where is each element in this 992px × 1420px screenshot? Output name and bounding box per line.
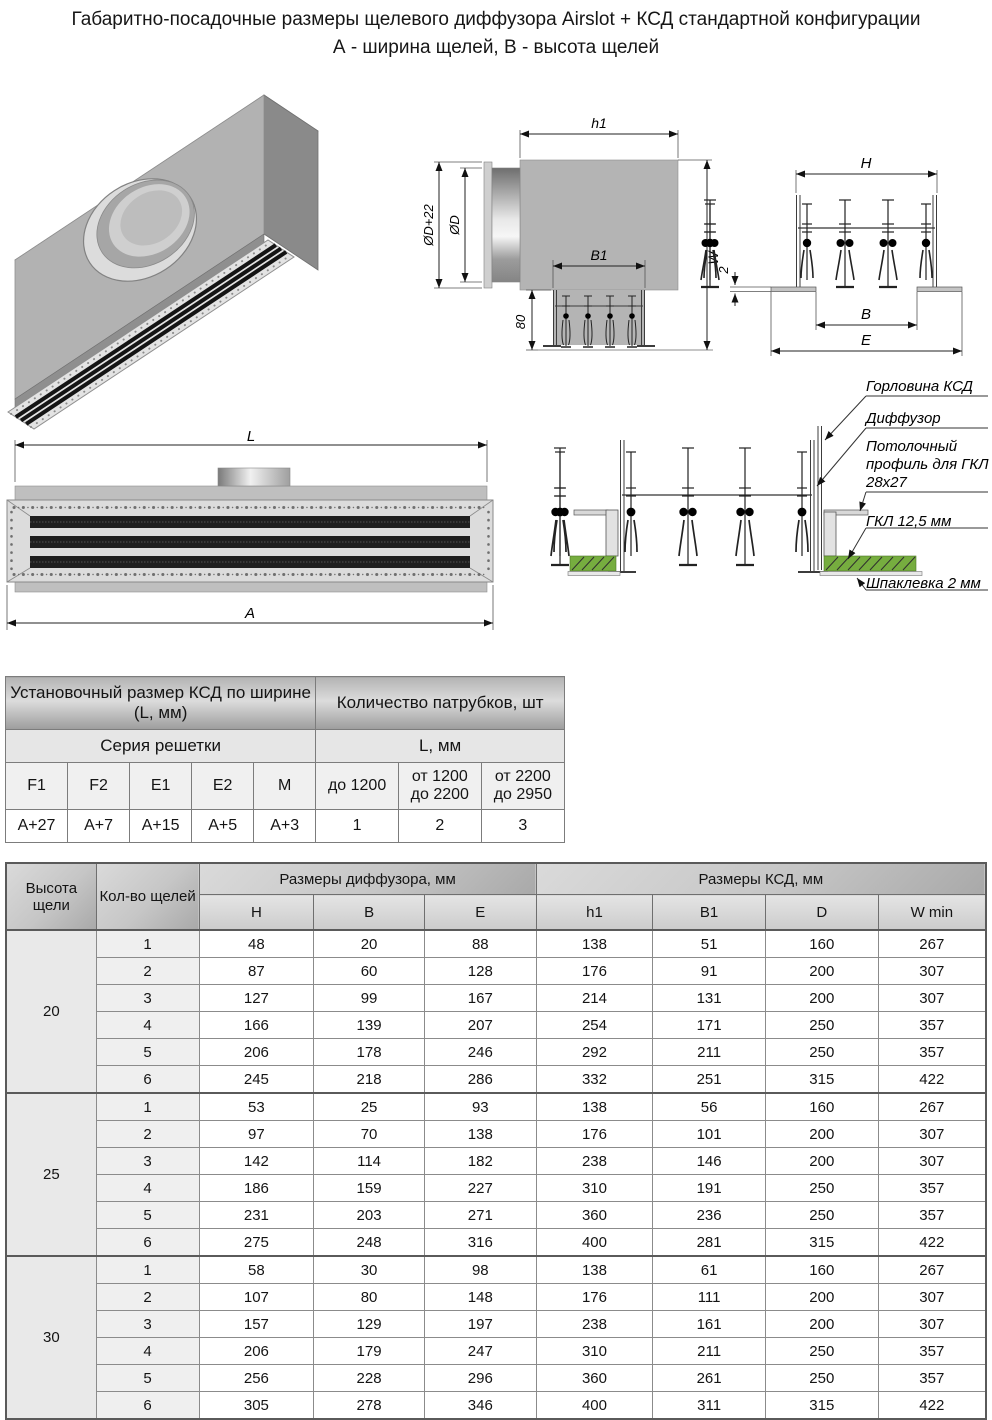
dim-value-cell: 91 <box>653 958 766 985</box>
slot-count-cell: 2 <box>96 1284 199 1311</box>
page-title-line1: Габаритно-посадочные размеры щелевого диффузора Airslot + КСД стандартной конфигурации <box>71 9 921 30</box>
callout-ceiling-profile: Потолочный профиль для ГКЛ 28х27 <box>866 438 989 491</box>
dim-e-label: E <box>860 332 872 349</box>
length-range-cell: от 1200 до 2200 <box>398 763 481 810</box>
dim-value-cell: 179 <box>314 1338 425 1365</box>
dim-value-cell: 166 <box>199 1012 314 1039</box>
dim-value-cell: 310 <box>536 1338 653 1365</box>
slot-count-cell: 1 <box>96 1256 199 1284</box>
dim-value-cell: 20 <box>314 930 425 958</box>
dim-value-cell: 357 <box>878 1039 986 1066</box>
count-cell: 3 <box>481 810 564 843</box>
table-row <box>6 1229 986 1257</box>
dim-value-cell: 157 <box>199 1311 314 1338</box>
table-row <box>6 1039 986 1066</box>
dim-value-cell: 315 <box>765 1066 878 1094</box>
dim-od-label: ØD <box>447 215 462 235</box>
dim-value-cell: 200 <box>765 958 878 985</box>
dim-value-cell: 200 <box>765 985 878 1012</box>
dim-value-cell: 80 <box>314 1284 425 1311</box>
dim-value-cell: 182 <box>424 1148 536 1175</box>
dim-value-cell: 138 <box>536 1093 653 1121</box>
dim-value-cell: 250 <box>765 1175 878 1202</box>
slot-count-cell: 3 <box>96 985 199 1012</box>
dim-value-cell: 61 <box>653 1256 766 1284</box>
page-title <box>0 6 992 61</box>
dim-value-cell: 211 <box>653 1039 766 1066</box>
subheader-length: L, мм <box>316 730 565 763</box>
series-cell: E1 <box>130 763 192 810</box>
dim-value-cell: 161 <box>653 1311 766 1338</box>
side-view-drawing <box>420 100 720 380</box>
dim-value-cell: 25 <box>314 1093 425 1121</box>
slot-height-cell: 20 <box>6 930 96 1093</box>
slot-strips <box>30 516 470 568</box>
header-diffuser-dims: Размеры диффузора, мм <box>199 863 536 895</box>
dim-value-cell: 422 <box>878 1392 986 1420</box>
dim-value-cell: 138 <box>536 930 653 958</box>
table-row <box>6 1202 986 1229</box>
ceiling-profile-left <box>574 510 618 556</box>
page-title-line2: А - ширина щелей, В - высота щелей <box>332 36 660 58</box>
table-row <box>6 763 565 810</box>
header-ksd-dims: Размеры КСД, мм <box>536 863 986 895</box>
dim-value-cell: 127 <box>199 985 314 1012</box>
dim-value-cell: 316 <box>424 1229 536 1257</box>
dim-value-cell: 70 <box>314 1121 425 1148</box>
dim-value-cell: 211 <box>653 1338 766 1365</box>
dim-value-cell: 267 <box>878 1093 986 1121</box>
dim-value-cell: 200 <box>765 1284 878 1311</box>
slot-count-cell: 6 <box>96 1229 199 1257</box>
dim-value-cell: 238 <box>536 1148 653 1175</box>
dim-value-cell: 207 <box>424 1012 536 1039</box>
dim-value-cell: 296 <box>424 1365 536 1392</box>
dimensions-table <box>5 862 987 1420</box>
table-row <box>6 958 986 985</box>
cross-section-drawing <box>710 140 992 380</box>
dim-value-cell: 346 <box>424 1392 536 1420</box>
dim-value-cell: 267 <box>878 930 986 958</box>
table-row <box>6 1175 986 1202</box>
isometric-diffuser-drawing <box>0 70 420 430</box>
count-cell: 2 <box>398 810 481 843</box>
dim-value-cell: 48 <box>199 930 314 958</box>
slot-height-cell: 25 <box>6 1093 96 1256</box>
dim-value-cell: 186 <box>199 1175 314 1202</box>
series-value-cell: A+5 <box>192 810 254 843</box>
dim-value-cell: 191 <box>653 1175 766 1202</box>
dim-value-cell: 97 <box>199 1121 314 1148</box>
subheader-B: B <box>314 895 425 931</box>
dim-value-cell: 30 <box>314 1256 425 1284</box>
dim-value-cell: 275 <box>199 1229 314 1257</box>
duct-flange <box>484 162 492 288</box>
dim-value-cell: 203 <box>314 1202 425 1229</box>
dim-value-cell: 357 <box>878 1202 986 1229</box>
dim-value-cell: 271 <box>424 1202 536 1229</box>
dim-value-cell: 200 <box>765 1311 878 1338</box>
dim-value-cell: 160 <box>765 1093 878 1121</box>
dim-value-cell: 197 <box>424 1311 536 1338</box>
dim-value-cell: 160 <box>765 930 878 958</box>
slot-count-cell: 6 <box>96 1392 199 1420</box>
dim-value-cell: 238 <box>536 1311 653 1338</box>
table-row <box>6 1066 986 1094</box>
table-row <box>6 1392 986 1420</box>
dim-value-cell: 176 <box>536 1121 653 1148</box>
table-row <box>6 1338 986 1365</box>
series-cell: M <box>254 763 316 810</box>
bottom-view-drawing <box>0 430 560 640</box>
dim-value-cell: 250 <box>765 1039 878 1066</box>
series-cell: F2 <box>68 763 130 810</box>
dim-value-cell: 128 <box>424 958 536 985</box>
length-range-cell: до 1200 <box>316 763 399 810</box>
dim-value-cell: 357 <box>878 1365 986 1392</box>
dim-value-cell: 278 <box>314 1392 425 1420</box>
dim-h-label: H <box>860 155 872 172</box>
dim-value-cell: 315 <box>765 1392 878 1420</box>
dim-value-cell: 307 <box>878 1148 986 1175</box>
series-value-cell: A+7 <box>68 810 130 843</box>
length-range-cell: от 2200 до 2950 <box>481 763 564 810</box>
count-cell: 1 <box>316 810 399 843</box>
installation-view <box>560 380 992 620</box>
dim-value-cell: 307 <box>878 1284 986 1311</box>
drywall-left <box>568 556 620 576</box>
dim-value-cell: 357 <box>878 1338 986 1365</box>
dim-value-cell: 250 <box>765 1012 878 1039</box>
table-row <box>6 810 565 843</box>
dim-value-cell: 307 <box>878 1311 986 1338</box>
table-row <box>6 1148 986 1175</box>
subheader-H: H <box>199 895 314 931</box>
dim-l-label: L <box>246 428 256 445</box>
diffuser-face <box>7 500 493 582</box>
dim-value-cell: 131 <box>653 985 766 1012</box>
dim-value-cell: 247 <box>424 1338 536 1365</box>
table-row <box>6 1121 986 1148</box>
dim-value-cell: 176 <box>536 958 653 985</box>
dim-value-cell: 227 <box>424 1175 536 1202</box>
slot-count-cell: 4 <box>96 1175 199 1202</box>
header-mounting-size: Установочный размер КСД по ширине (L, мм) <box>6 677 316 730</box>
subheader-B1: B1 <box>653 895 766 931</box>
dim-value-cell: 305 <box>199 1392 314 1420</box>
dim-value-cell: 261 <box>653 1365 766 1392</box>
dim-value-cell: 332 <box>536 1066 653 1094</box>
dim-h1-label: h1 <box>591 115 607 131</box>
dim-value-cell: 360 <box>536 1202 653 1229</box>
series-cell: E2 <box>192 763 254 810</box>
dim-od22-label: ØD+22 <box>421 204 436 246</box>
series-cell: F1 <box>6 763 68 810</box>
slot-height-cell: 30 <box>6 1256 96 1419</box>
table-row <box>6 1012 986 1039</box>
dim-a-label: A <box>244 605 256 622</box>
header-connector-count: Количество патрубков, шт <box>316 677 565 730</box>
series-value-cell: A+27 <box>6 810 68 843</box>
subheader-E: E <box>424 895 536 931</box>
dim-value-cell: 228 <box>314 1365 425 1392</box>
table-row <box>6 1093 986 1121</box>
dim-80-label: 80 <box>513 314 528 330</box>
dim-value-cell: 254 <box>536 1012 653 1039</box>
dim-value-cell: 236 <box>653 1202 766 1229</box>
slot-count-cell: 5 <box>96 1039 199 1066</box>
table-row <box>6 730 565 763</box>
slot-count-cell: 5 <box>96 1202 199 1229</box>
dim-value-cell: 400 <box>536 1392 653 1420</box>
dim-value-cell: 286 <box>424 1066 536 1094</box>
duct-stub <box>492 168 520 282</box>
dim-value-cell: 357 <box>878 1175 986 1202</box>
slot-count-cell: 6 <box>96 1066 199 1094</box>
dim-value-cell: 422 <box>878 1066 986 1094</box>
slot-count-cell: 3 <box>96 1311 199 1338</box>
dim-value-cell: 307 <box>878 1121 986 1148</box>
dim-value-cell: 231 <box>199 1202 314 1229</box>
mounting-size-table <box>5 676 565 843</box>
dim-value-cell: 160 <box>765 1256 878 1284</box>
dim-value-cell: 256 <box>199 1365 314 1392</box>
table-row <box>6 1256 986 1284</box>
dim-value-cell: 310 <box>536 1175 653 1202</box>
diffuser-body <box>797 195 937 288</box>
dim-value-cell: 250 <box>765 1338 878 1365</box>
series-value-cell: A+3 <box>254 810 316 843</box>
subheader-h1: h1 <box>536 895 653 931</box>
dim-value-cell: 250 <box>765 1202 878 1229</box>
dim-value-cell: 422 <box>878 1229 986 1257</box>
dim-value-cell: 206 <box>199 1039 314 1066</box>
series-value-cell: A+15 <box>130 810 192 843</box>
dim-value-cell: 87 <box>199 958 314 985</box>
table-row <box>6 677 565 730</box>
dim-value-cell: 311 <box>653 1392 766 1420</box>
dim-value-cell: 171 <box>653 1012 766 1039</box>
dim-value-cell: 139 <box>314 1012 425 1039</box>
dim-value-cell: 307 <box>878 985 986 1012</box>
ceiling-profile-right <box>824 510 868 556</box>
dim-value-cell: 267 <box>878 1256 986 1284</box>
dimension-lines <box>730 170 962 356</box>
dim-value-cell: 360 <box>536 1365 653 1392</box>
table-row <box>6 1311 986 1338</box>
dim-value-cell: 98 <box>424 1256 536 1284</box>
dim-value-cell: 206 <box>199 1338 314 1365</box>
duct-stub-top <box>218 468 290 486</box>
dim-value-cell: 138 <box>424 1121 536 1148</box>
slot-count-cell: 4 <box>96 1012 199 1039</box>
dim-value-cell: 99 <box>314 985 425 1012</box>
dim-value-cell: 129 <box>314 1311 425 1338</box>
slot-count-cell: 1 <box>96 930 199 958</box>
diffuser-walls <box>608 426 828 572</box>
dim-value-cell: 146 <box>653 1148 766 1175</box>
dim-value-cell: 138 <box>536 1256 653 1284</box>
dim-value-cell: 400 <box>536 1229 653 1257</box>
header-slot-count: Кол-во щелей <box>96 863 199 930</box>
table-row <box>6 863 986 895</box>
slot-count-cell: 2 <box>96 958 199 985</box>
dim-value-cell: 58 <box>199 1256 314 1284</box>
slot-count-cell: 4 <box>96 1338 199 1365</box>
dim-value-cell: 315 <box>765 1229 878 1257</box>
subheader-D: D <box>765 895 878 931</box>
dim-value-cell: 357 <box>878 1012 986 1039</box>
dim-value-cell: 142 <box>199 1148 314 1175</box>
dim-b-label: B <box>860 306 872 323</box>
dim-value-cell: 111 <box>653 1284 766 1311</box>
slot-count-cell: 3 <box>96 1148 199 1175</box>
dim-value-cell: 60 <box>314 958 425 985</box>
dim-value-cell: 101 <box>653 1121 766 1148</box>
table-row <box>6 1365 986 1392</box>
dim-value-cell: 251 <box>653 1066 766 1094</box>
dim-value-cell: 53 <box>199 1093 314 1121</box>
table-row <box>6 930 986 958</box>
dim-value-cell: 159 <box>314 1175 425 1202</box>
callout-putty: Шпаклевка 2 мм <box>866 575 981 592</box>
dim-value-cell: 114 <box>314 1148 425 1175</box>
dim-value-cell: 93 <box>424 1093 536 1121</box>
dim-value-cell: 178 <box>314 1039 425 1066</box>
callout-gkl: ГКЛ 12,5 мм <box>866 513 952 530</box>
table-row <box>6 1284 986 1311</box>
dim-value-cell: 248 <box>314 1229 425 1257</box>
dim-value-cell: 88 <box>424 930 536 958</box>
dim-value-cell: 148 <box>424 1284 536 1311</box>
dim-value-cell: 176 <box>536 1284 653 1311</box>
table-row <box>6 985 986 1012</box>
dim-value-cell: 246 <box>424 1039 536 1066</box>
slot-count-cell: 2 <box>96 1121 199 1148</box>
dim-value-cell: 167 <box>424 985 536 1012</box>
dim-value-cell: 51 <box>653 930 766 958</box>
subheader-grille-series: Серия решетки <box>6 730 316 763</box>
dim-value-cell: 218 <box>314 1066 425 1094</box>
dim-value-cell: 250 <box>765 1365 878 1392</box>
slot-count-cell: 5 <box>96 1365 199 1392</box>
dim-value-cell: 107 <box>199 1284 314 1311</box>
dim-value-cell: 214 <box>536 985 653 1012</box>
drywall-right <box>820 556 922 576</box>
dim-value-cell: 56 <box>653 1093 766 1121</box>
subheader-Wmin: W min <box>878 895 986 931</box>
dim-b1-label: B1 <box>590 247 608 263</box>
dim-w-label: W <box>705 251 721 265</box>
header-slot-height: Высота щели <box>6 863 96 930</box>
dim-value-cell: 200 <box>765 1121 878 1148</box>
dim-value-cell: 307 <box>878 958 986 985</box>
dim-2-label: 2 <box>716 266 731 274</box>
ceiling-flanges <box>771 287 962 292</box>
dim-value-cell: 245 <box>199 1066 314 1094</box>
dim-value-cell: 281 <box>653 1229 766 1257</box>
slot-count-cell: 1 <box>96 1093 199 1121</box>
callout-ksd-neck: Горловина КСД <box>866 378 973 395</box>
callout-diffuser: Диффузор <box>866 410 941 427</box>
dim-value-cell: 200 <box>765 1148 878 1175</box>
dim-value-cell: 292 <box>536 1039 653 1066</box>
